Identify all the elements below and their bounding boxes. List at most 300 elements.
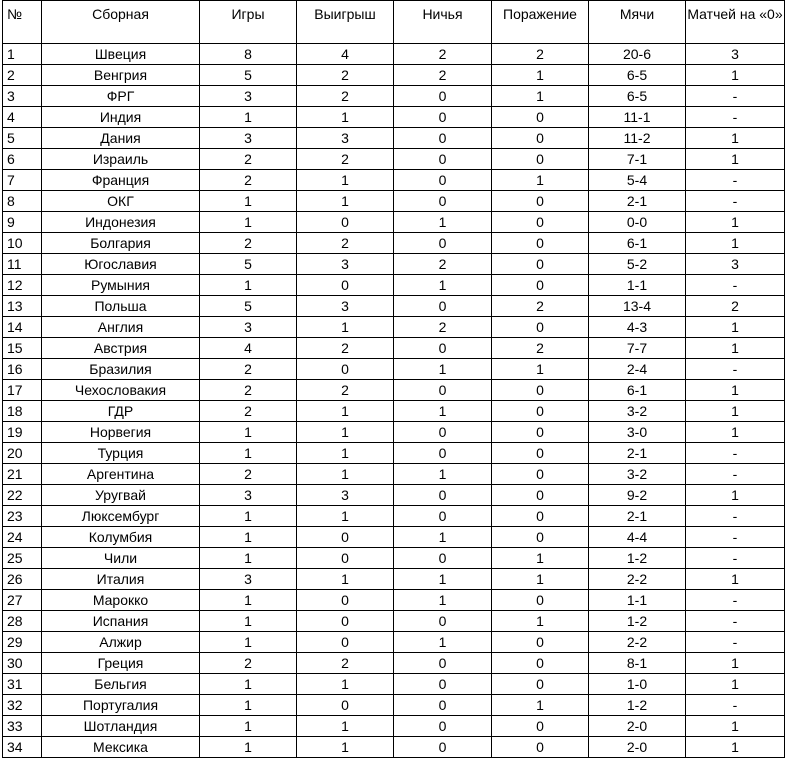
table-row <box>3 611 785 632</box>
cell-number: 29 <box>3 632 42 653</box>
cell-games: 5 <box>200 65 297 86</box>
cell-goals: 1-2 <box>589 695 686 716</box>
cell-games: 1 <box>200 737 297 758</box>
cell-goals: 3-2 <box>589 464 686 485</box>
header-wins: Выигрыш <box>297 1 394 44</box>
cell-goals: 3-2 <box>589 401 686 422</box>
cell-wins: 3 <box>297 485 394 506</box>
cell-games: 1 <box>200 443 297 464</box>
cell-draws: 0 <box>394 296 492 317</box>
cell-clean-sheets: - <box>686 107 785 128</box>
cell-wins: 1 <box>297 107 394 128</box>
header-draws: Ничья <box>394 1 492 44</box>
cell-goals: 1-2 <box>589 611 686 632</box>
cell-draws: 2 <box>394 44 492 65</box>
cell-games: 1 <box>200 548 297 569</box>
table-row <box>3 170 785 191</box>
cell-clean-sheets: 1 <box>686 569 785 590</box>
cell-draws: 0 <box>394 737 492 758</box>
cell-team: ФРГ <box>42 86 200 107</box>
cell-clean-sheets: - <box>686 464 785 485</box>
cell-number: 21 <box>3 464 42 485</box>
cell-draws: 1 <box>394 212 492 233</box>
cell-losses: 2 <box>492 296 589 317</box>
cell-clean-sheets: - <box>686 632 785 653</box>
cell-losses: 0 <box>492 317 589 338</box>
cell-goals: 6-5 <box>589 65 686 86</box>
table-row <box>3 128 785 149</box>
cell-losses: 0 <box>492 716 589 737</box>
cell-goals: 0-0 <box>589 212 686 233</box>
cell-clean-sheets: - <box>686 443 785 464</box>
table-row <box>3 65 785 86</box>
cell-clean-sheets: 3 <box>686 254 785 275</box>
cell-goals: 2-4 <box>589 359 686 380</box>
cell-goals: 2-1 <box>589 443 686 464</box>
cell-games: 2 <box>200 401 297 422</box>
cell-number: 17 <box>3 380 42 401</box>
cell-games: 1 <box>200 527 297 548</box>
cell-number: 11 <box>3 254 42 275</box>
cell-goals: 4-3 <box>589 317 686 338</box>
cell-games: 1 <box>200 695 297 716</box>
cell-team: Шотландия <box>42 716 200 737</box>
cell-draws: 0 <box>394 674 492 695</box>
cell-clean-sheets: - <box>686 590 785 611</box>
table-row <box>3 338 785 359</box>
cell-team: Индия <box>42 107 200 128</box>
cell-number: 22 <box>3 485 42 506</box>
cell-goals: 20-6 <box>589 44 686 65</box>
cell-wins: 3 <box>297 254 394 275</box>
header-goals: Мячи <box>589 1 686 44</box>
cell-games: 2 <box>200 380 297 401</box>
cell-team: Чили <box>42 548 200 569</box>
cell-wins: 1 <box>297 422 394 443</box>
cell-number: 1 <box>3 44 42 65</box>
cell-losses: 0 <box>492 485 589 506</box>
national-teams-stats-table <box>2 0 785 758</box>
cell-games: 1 <box>200 632 297 653</box>
cell-goals: 5-2 <box>589 254 686 275</box>
cell-goals: 1-1 <box>589 590 686 611</box>
cell-wins: 1 <box>297 737 394 758</box>
cell-losses: 1 <box>492 569 589 590</box>
table-row <box>3 296 785 317</box>
cell-clean-sheets: 1 <box>686 422 785 443</box>
cell-draws: 0 <box>394 653 492 674</box>
cell-wins: 0 <box>297 611 394 632</box>
cell-team: Дания <box>42 128 200 149</box>
cell-clean-sheets: 1 <box>686 653 785 674</box>
cell-games: 3 <box>200 485 297 506</box>
cell-clean-sheets: - <box>686 170 785 191</box>
cell-losses: 0 <box>492 401 589 422</box>
cell-losses: 0 <box>492 149 589 170</box>
cell-team: Болгария <box>42 233 200 254</box>
cell-draws: 0 <box>394 149 492 170</box>
cell-games: 3 <box>200 317 297 338</box>
table-row <box>3 233 785 254</box>
cell-games: 3 <box>200 569 297 590</box>
cell-goals: 7-1 <box>589 149 686 170</box>
cell-draws: 0 <box>394 86 492 107</box>
cell-team: Мексика <box>42 737 200 758</box>
cell-goals: 3-0 <box>589 422 686 443</box>
cell-goals: 5-4 <box>589 170 686 191</box>
header-number: № <box>3 1 42 44</box>
table-row <box>3 44 785 65</box>
cell-number: 18 <box>3 401 42 422</box>
cell-clean-sheets: 1 <box>686 65 785 86</box>
cell-draws: 1 <box>394 527 492 548</box>
cell-goals: 6-1 <box>589 233 686 254</box>
cell-clean-sheets: - <box>686 611 785 632</box>
cell-number: 24 <box>3 527 42 548</box>
cell-draws: 0 <box>394 380 492 401</box>
cell-clean-sheets: 1 <box>686 380 785 401</box>
cell-draws: 0 <box>394 128 492 149</box>
cell-draws: 0 <box>394 716 492 737</box>
cell-wins: 2 <box>297 86 394 107</box>
cell-draws: 1 <box>394 569 492 590</box>
cell-draws: 1 <box>394 401 492 422</box>
cell-draws: 1 <box>394 275 492 296</box>
table-row <box>3 653 785 674</box>
table-row <box>3 212 785 233</box>
cell-draws: 1 <box>394 464 492 485</box>
table-row <box>3 443 785 464</box>
cell-wins: 1 <box>297 464 394 485</box>
cell-goals: 1-2 <box>589 548 686 569</box>
cell-clean-sheets: 1 <box>686 737 785 758</box>
cell-number: 34 <box>3 737 42 758</box>
cell-games: 1 <box>200 422 297 443</box>
cell-goals: 11-2 <box>589 128 686 149</box>
cell-number: 8 <box>3 191 42 212</box>
cell-team: Англия <box>42 317 200 338</box>
cell-number: 6 <box>3 149 42 170</box>
cell-team: Колумбия <box>42 527 200 548</box>
cell-games: 1 <box>200 506 297 527</box>
cell-games: 2 <box>200 233 297 254</box>
cell-clean-sheets: 1 <box>686 212 785 233</box>
cell-number: 25 <box>3 548 42 569</box>
cell-draws: 0 <box>394 443 492 464</box>
cell-team: Бельгия <box>42 674 200 695</box>
cell-games: 8 <box>200 44 297 65</box>
cell-team: Венгрия <box>42 65 200 86</box>
cell-losses: 1 <box>492 65 589 86</box>
cell-number: 14 <box>3 317 42 338</box>
cell-goals: 2-2 <box>589 632 686 653</box>
cell-losses: 0 <box>492 632 589 653</box>
cell-wins: 0 <box>297 590 394 611</box>
cell-wins: 2 <box>297 65 394 86</box>
cell-number: 16 <box>3 359 42 380</box>
cell-losses: 0 <box>492 380 589 401</box>
cell-draws: 2 <box>394 254 492 275</box>
cell-losses: 0 <box>492 737 589 758</box>
cell-team: Норвегия <box>42 422 200 443</box>
cell-draws: 0 <box>394 548 492 569</box>
cell-clean-sheets: 3 <box>686 44 785 65</box>
table-row <box>3 695 785 716</box>
cell-team: ОКГ <box>42 191 200 212</box>
table-row <box>3 317 785 338</box>
cell-draws: 1 <box>394 590 492 611</box>
table-row <box>3 632 785 653</box>
cell-team: Франция <box>42 170 200 191</box>
cell-number: 3 <box>3 86 42 107</box>
table-row <box>3 674 785 695</box>
table-row <box>3 569 785 590</box>
cell-wins: 2 <box>297 149 394 170</box>
cell-clean-sheets: 1 <box>686 317 785 338</box>
cell-number: 7 <box>3 170 42 191</box>
cell-number: 2 <box>3 65 42 86</box>
cell-losses: 0 <box>492 674 589 695</box>
cell-games: 1 <box>200 212 297 233</box>
table-header <box>3 1 785 44</box>
cell-goals: 6-1 <box>589 380 686 401</box>
cell-number: 12 <box>3 275 42 296</box>
cell-games: 5 <box>200 254 297 275</box>
cell-team: Бразилия <box>42 359 200 380</box>
cell-number: 10 <box>3 233 42 254</box>
table-row <box>3 401 785 422</box>
cell-team: Турция <box>42 443 200 464</box>
cell-games: 5 <box>200 296 297 317</box>
cell-team: Чехословакия <box>42 380 200 401</box>
cell-number: 32 <box>3 695 42 716</box>
header-losses: Поражение <box>492 1 589 44</box>
cell-wins: 2 <box>297 653 394 674</box>
cell-number: 33 <box>3 716 42 737</box>
cell-games: 2 <box>200 149 297 170</box>
cell-goals: 7-7 <box>589 338 686 359</box>
table-row <box>3 275 785 296</box>
cell-goals: 2-0 <box>589 737 686 758</box>
cell-goals: 8-1 <box>589 653 686 674</box>
table-row <box>3 191 785 212</box>
cell-number: 20 <box>3 443 42 464</box>
table-row <box>3 422 785 443</box>
cell-clean-sheets: 1 <box>686 674 785 695</box>
cell-goals: 13-4 <box>589 296 686 317</box>
cell-clean-sheets: 1 <box>686 128 785 149</box>
cell-number: 31 <box>3 674 42 695</box>
cell-team: Люксембург <box>42 506 200 527</box>
cell-clean-sheets: 1 <box>686 149 785 170</box>
cell-losses: 0 <box>492 275 589 296</box>
cell-draws: 0 <box>394 107 492 128</box>
cell-draws: 0 <box>394 611 492 632</box>
cell-goals: 2-0 <box>589 716 686 737</box>
cell-goals: 4-4 <box>589 527 686 548</box>
cell-games: 1 <box>200 590 297 611</box>
cell-goals: 6-5 <box>589 86 686 107</box>
header-row <box>3 1 785 44</box>
cell-losses: 0 <box>492 212 589 233</box>
cell-losses: 1 <box>492 695 589 716</box>
cell-games: 1 <box>200 611 297 632</box>
cell-losses: 0 <box>492 233 589 254</box>
cell-games: 1 <box>200 107 297 128</box>
header-team: Сборная <box>42 1 200 44</box>
cell-team: Марокко <box>42 590 200 611</box>
cell-number: 30 <box>3 653 42 674</box>
cell-wins: 1 <box>297 506 394 527</box>
cell-wins: 1 <box>297 716 394 737</box>
cell-team: Израиль <box>42 149 200 170</box>
cell-team: Швеция <box>42 44 200 65</box>
cell-number: 26 <box>3 569 42 590</box>
cell-draws: 2 <box>394 65 492 86</box>
cell-clean-sheets: - <box>686 695 785 716</box>
table-row <box>3 548 785 569</box>
cell-clean-sheets: 2 <box>686 296 785 317</box>
cell-number: 23 <box>3 506 42 527</box>
cell-draws: 0 <box>394 191 492 212</box>
cell-draws: 0 <box>394 695 492 716</box>
header-games: Игры <box>200 1 297 44</box>
cell-games: 2 <box>200 359 297 380</box>
cell-draws: 0 <box>394 233 492 254</box>
cell-wins: 2 <box>297 233 394 254</box>
cell-losses: 0 <box>492 191 589 212</box>
cell-losses: 1 <box>492 548 589 569</box>
cell-number: 27 <box>3 590 42 611</box>
cell-losses: 0 <box>492 506 589 527</box>
cell-team: Югославия <box>42 254 200 275</box>
cell-draws: 2 <box>394 317 492 338</box>
cell-wins: 0 <box>297 548 394 569</box>
cell-wins: 1 <box>297 443 394 464</box>
cell-losses: 0 <box>492 464 589 485</box>
cell-games: 1 <box>200 674 297 695</box>
cell-clean-sheets: 1 <box>686 485 785 506</box>
cell-games: 3 <box>200 86 297 107</box>
cell-draws: 1 <box>394 632 492 653</box>
cell-losses: 0 <box>492 422 589 443</box>
cell-wins: 1 <box>297 317 394 338</box>
cell-goals: 1-0 <box>589 674 686 695</box>
cell-number: 15 <box>3 338 42 359</box>
cell-games: 2 <box>200 464 297 485</box>
cell-goals: 11-1 <box>589 107 686 128</box>
cell-games: 2 <box>200 170 297 191</box>
table-row <box>3 380 785 401</box>
cell-games: 1 <box>200 716 297 737</box>
cell-wins: 1 <box>297 674 394 695</box>
cell-goals: 1-1 <box>589 275 686 296</box>
cell-wins: 3 <box>297 128 394 149</box>
cell-wins: 0 <box>297 212 394 233</box>
header-clean-sheets: Матчей на «0» <box>686 1 785 44</box>
cell-number: 9 <box>3 212 42 233</box>
table-row <box>3 590 785 611</box>
cell-team: Испания <box>42 611 200 632</box>
cell-draws: 0 <box>394 506 492 527</box>
cell-losses: 0 <box>492 653 589 674</box>
table-row <box>3 359 785 380</box>
cell-clean-sheets: - <box>686 527 785 548</box>
cell-draws: 1 <box>394 359 492 380</box>
table-body <box>3 44 785 758</box>
cell-wins: 1 <box>297 401 394 422</box>
cell-clean-sheets: - <box>686 191 785 212</box>
cell-wins: 0 <box>297 275 394 296</box>
cell-wins: 1 <box>297 569 394 590</box>
cell-team: Алжир <box>42 632 200 653</box>
cell-wins: 2 <box>297 380 394 401</box>
cell-goals: 2-2 <box>589 569 686 590</box>
cell-clean-sheets: - <box>686 275 785 296</box>
cell-clean-sheets: - <box>686 548 785 569</box>
cell-clean-sheets: 1 <box>686 716 785 737</box>
cell-team: Австрия <box>42 338 200 359</box>
cell-clean-sheets: 1 <box>686 401 785 422</box>
cell-team: Румыния <box>42 275 200 296</box>
cell-team: Аргентина <box>42 464 200 485</box>
cell-draws: 0 <box>394 338 492 359</box>
cell-wins: 4 <box>297 44 394 65</box>
cell-losses: 1 <box>492 170 589 191</box>
cell-clean-sheets: 1 <box>686 338 785 359</box>
cell-number: 28 <box>3 611 42 632</box>
cell-wins: 1 <box>297 170 394 191</box>
cell-wins: 0 <box>297 359 394 380</box>
cell-number: 5 <box>3 128 42 149</box>
table-row <box>3 506 785 527</box>
cell-clean-sheets: - <box>686 86 785 107</box>
cell-losses: 0 <box>492 107 589 128</box>
table-row <box>3 527 785 548</box>
cell-losses: 1 <box>492 86 589 107</box>
cell-losses: 2 <box>492 338 589 359</box>
cell-clean-sheets: 1 <box>686 233 785 254</box>
cell-wins: 2 <box>297 338 394 359</box>
cell-wins: 0 <box>297 695 394 716</box>
cell-losses: 0 <box>492 443 589 464</box>
cell-team: Польша <box>42 296 200 317</box>
cell-clean-sheets: - <box>686 359 785 380</box>
cell-team: ГДР <box>42 401 200 422</box>
cell-number: 4 <box>3 107 42 128</box>
cell-wins: 0 <box>297 527 394 548</box>
cell-losses: 0 <box>492 590 589 611</box>
cell-losses: 1 <box>492 359 589 380</box>
cell-losses: 2 <box>492 44 589 65</box>
table-row <box>3 464 785 485</box>
table-row <box>3 149 785 170</box>
cell-wins: 3 <box>297 296 394 317</box>
cell-clean-sheets: - <box>686 506 785 527</box>
cell-number: 19 <box>3 422 42 443</box>
cell-number: 13 <box>3 296 42 317</box>
cell-draws: 0 <box>394 485 492 506</box>
cell-games: 2 <box>200 653 297 674</box>
table-row <box>3 737 785 758</box>
cell-games: 3 <box>200 128 297 149</box>
cell-losses: 0 <box>492 527 589 548</box>
table-row <box>3 485 785 506</box>
cell-wins: 0 <box>297 632 394 653</box>
cell-team: Индонезия <box>42 212 200 233</box>
cell-goals: 2-1 <box>589 506 686 527</box>
cell-wins: 1 <box>297 191 394 212</box>
